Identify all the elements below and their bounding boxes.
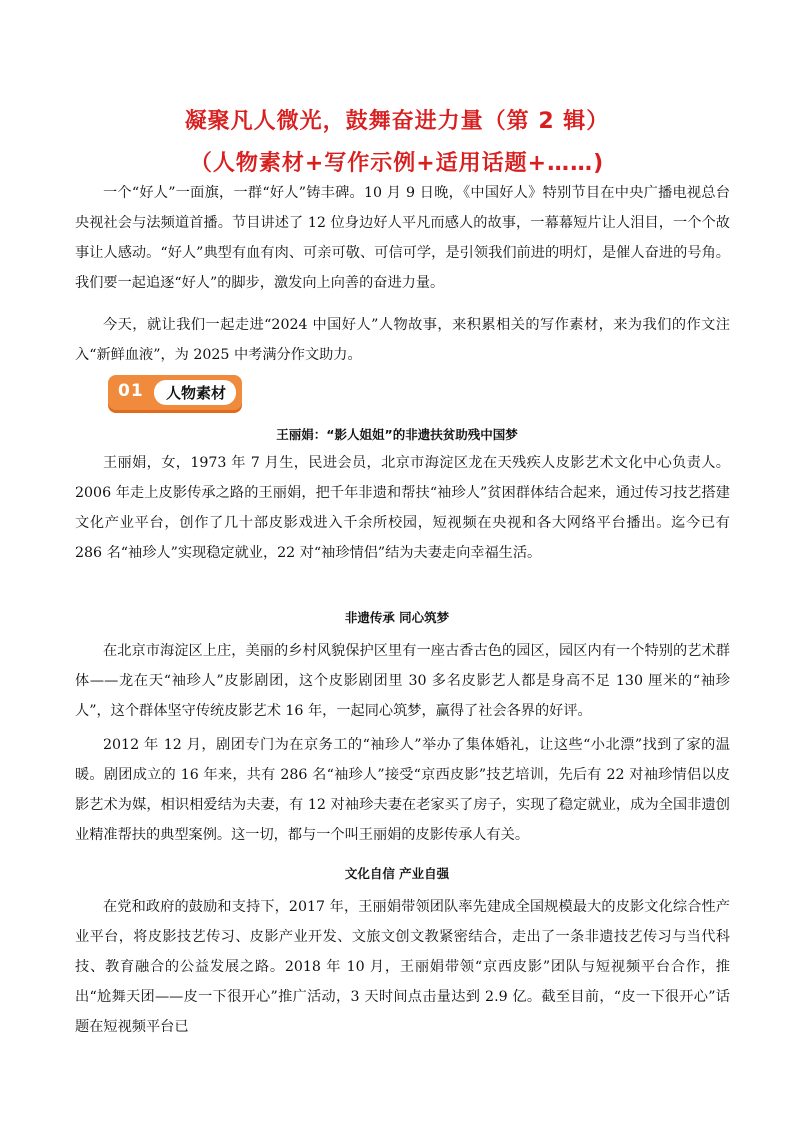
intro-paragraph-2: 今天，就让我们一起走进“2024 中国好人”人物故事，来积累相关的写作素材，来为我们的作文注入“新鲜血液”，为 2025 中考满分作文助力。 <box>75 317 730 363</box>
document-title-line2: （人物素材+写作示例+适用话题+……) <box>189 151 605 176</box>
intro-paragraph-1: 一个“好人”一面旗，一群“好人”铸丰碑。10 月 9 日晚，《中国好人》特别节目在中央广播电视总台央视社会与法频道首播。节目讲述了 12 位身边好人平凡而感人的故事，一幕幕短片让人泪目，一个个故事让人感动。“好人”典型有血有肉、可亲可敬、可信可学，是引领我们前进的明灯，是催人奋进的号角。我们要一起追逐“好人”的脚步，激发向上向善的奋进力量。 <box>75 185 730 291</box>
subheading-heritage: 非遗传承 同心筑梦 <box>344 610 450 625</box>
article-heading: 王丽娟：“影人姐姐”的非遗扶贫助残中国梦 <box>276 427 518 442</box>
document-title-line1: 凝聚凡人微光，鼓舞奋进力量（第 2 辑） <box>184 109 610 134</box>
culture-paragraph-1: 在党和政府的鼓励和支持下，2017 年，王丽娟带领团队率先建成全国规模最大的皮影文化综合性产业平台，将皮影技艺传习、皮影产业开发、文旅文创文教紧密结合，走出了一条非遗技艺传习与当代科技、教育融合的公益发展之路。2018 年 10 月，王丽娟带领“京西皮影”团队与短视频平台合作，推出“尬舞天团——皮一下很开心”推广活动，3 天时间点击量达到 2.9 亿。截至目前，“皮一下很开心”话题在短视频平台已 <box>75 899 730 1035</box>
heritage-paragraph-1: 在北京市海淀区上庄，美丽的乡村风貌保护区里有一座古香古色的园区，园区内有一个特别的艺术群体——龙在天“袖珍人”皮影剧团，这个皮影剧团里 30 多名皮影艺人都是身高不足 130 厘米的“袖珍人”，这个群体坚守传统皮影艺术 16 年，一起同心筑梦，赢得了社会各界的好评。 <box>75 643 730 719</box>
section-badge-number: 01 <box>118 381 144 401</box>
heritage-paragraph-2: 2012 年 12 月，剧团专门为在京务工的“袖珍人”举办了集体婚礼，让这些“小北漂”找到了家的温暖。剧团成立的 16 年来，共有 286 名“袖珍人”接受“京西皮影”技艺培训，先后有 22 对袖珍情侣以皮影艺术为媒，相识相爱结为夫妻，有 12 对袖珍夫妻在老家买了房子，实现了稳定就业，成为全国非遗创业精准帮扶的典型案例。这一切，都与一个叫王丽娟的皮影传承人有关。 <box>75 737 730 843</box>
section-badge <box>108 375 242 410</box>
article-paragraph-1: 王丽娟，女，1973 年 7 月生，民进会员，北京市海淀区龙在天残疾人皮影艺术文化中心负责人。2006 年走上皮影传承之路的王丽娟，把千年非遗和帮扶“袖珍人”贫困群体结合起来，通过传习技艺搭建文化产业平台，创作了几十部皮影戏进入千余所校园，短视频在央视和各大网络平台播出。迄今已有 286 名“袖珍人”实现稳定就业，22 对“袖珍情侣”结为夫妻走向幸福生活。 <box>75 455 730 561</box>
subheading-culture: 文化自信 产业自强 <box>344 866 450 881</box>
section-badge-label: 人物素材 <box>166 384 227 402</box>
